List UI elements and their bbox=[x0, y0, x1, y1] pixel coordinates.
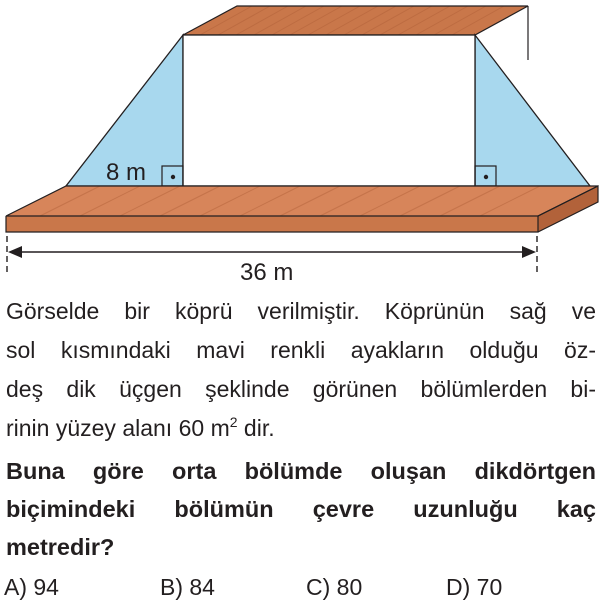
choice-d[interactable] bbox=[446, 570, 502, 604]
statement-last-prefix: rinin yüzey alanı 60 m bbox=[6, 415, 230, 441]
choice-value: 84 bbox=[189, 574, 215, 600]
bottom-deck bbox=[6, 186, 598, 232]
middle-rectangle bbox=[183, 35, 475, 186]
statement-line: sol kısmındaki mavi renkli ayakların olduğu öz- bbox=[6, 337, 596, 363]
choice-a[interactable] bbox=[4, 570, 59, 604]
choice-value: 70 bbox=[476, 574, 503, 600]
statement-line bbox=[6, 409, 596, 448]
statement-line: Görselde bir köprü verilmiştir. Köprünün sağ ve bbox=[6, 298, 596, 324]
answer-choices bbox=[4, 570, 564, 606]
choice-c[interactable] bbox=[306, 570, 362, 604]
superscript: 2 bbox=[229, 414, 238, 430]
statement-last-suffix: dir. bbox=[237, 415, 275, 441]
choice-letter: C) bbox=[306, 574, 331, 600]
question-line: metredir? bbox=[6, 534, 115, 560]
choice-letter: B) bbox=[160, 574, 183, 600]
statement-line: deş dik üçgen şeklinde görünen bölümlerden bi- bbox=[6, 376, 596, 402]
choice-value: 94 bbox=[33, 574, 59, 600]
height-label: 8 m bbox=[106, 159, 147, 186]
bridge-figure bbox=[0, 0, 603, 290]
choice-letter: A) bbox=[4, 574, 27, 600]
choice-b[interactable] bbox=[160, 570, 215, 604]
choice-value: 80 bbox=[336, 574, 363, 600]
choice-letter: D) bbox=[446, 574, 471, 600]
question-line: biçimindeki bölümün çevre uzunluğu kaç bbox=[6, 496, 596, 522]
problem-text bbox=[6, 292, 596, 566]
question-line: Buna göre orta bölümde oluşan dikdörtgen bbox=[6, 458, 596, 484]
top-deck bbox=[183, 6, 528, 35]
length-label: 36 m bbox=[240, 259, 294, 286]
